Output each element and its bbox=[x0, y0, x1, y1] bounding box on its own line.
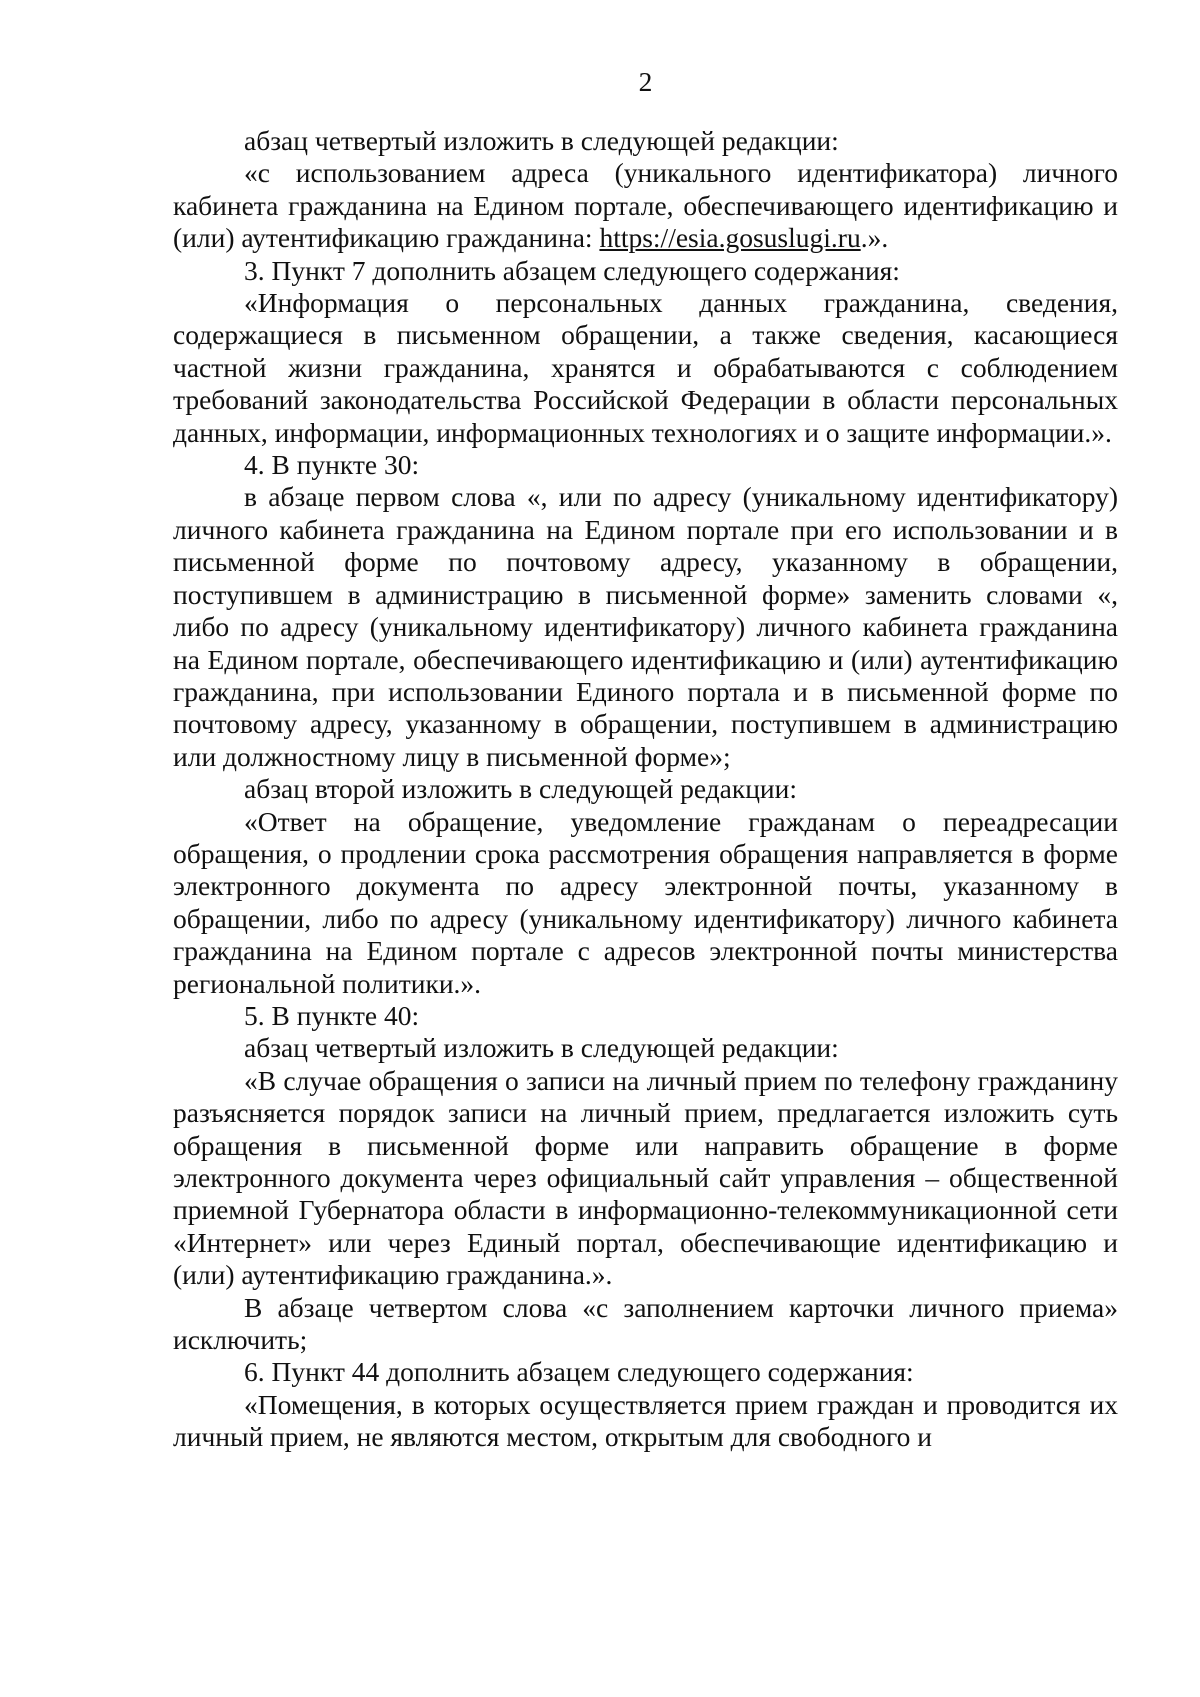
paragraph-4: «Информация о персональных данных гражданина, сведения, содержащиеся в письменном обращении, а также сведения, касающиеся частной жизни гражданина, хранятся и обрабатываются с соблюдением требований законодательства Российской Федерации в области персональных данных, информации, информационных технологиях и о защите информации.». bbox=[173, 287, 1118, 448]
page-number: 2 bbox=[638, 66, 653, 97]
paragraph-11: «В случае обращения о записи на личный прием по телефону гражданину разъясняется порядок записи на личный прием, предлагается изложить суть обращения в письменной форме или направить обращение в форме электронного документа через официальный сайт управления – общественной приемной Губернатора области в информационно-телекоммуникационной сети «Интернет» или через Единый портал, обеспечивающие идентификацию и (или) аутентификацию гражданина.». bbox=[173, 1064, 1118, 1291]
paragraph-2-suffix: .». bbox=[860, 222, 889, 254]
paragraph-14: «Помещения, в которых осуществляется прием граждан и проводится их личный прием, не являются местом, открытым для свободного и bbox=[173, 1388, 1118, 1453]
paragraph-10: абзац четвертый изложить в следующей редакции: bbox=[244, 1032, 839, 1064]
paragraph-7: абзац второй изложить в следующей редакции: bbox=[244, 773, 798, 805]
document-page bbox=[173, 66, 1118, 1454]
paragraph-13: 6. Пункт 44 дополнить абзацем следующего содержания: bbox=[244, 1356, 914, 1388]
paragraph-6: в абзаце первом слова «, или по адресу (уникальному идентификатору) личного кабинета гражданина на Едином портале при его использовании и в письменной форме по почтовому адресу, указанному в обращении, поступившем в администрацию в письменной форме» заменить словами «, либо по адресу (уникальному идентификатору) личного кабинета гражданина на Едином портале, обеспечивающего идентификацию и (или) аутентификацию гражданина, при использовании Единого портала и в письменной форме по почтовому адресу, указанному в обращении, поступившем в администрацию или должностному лицу в письменной форме»; bbox=[173, 481, 1118, 772]
paragraph-8: «Ответ на обращение, уведомление гражданам о переадресации обращения, о продлении срока рассмотрения обращения направляется в форме электронного документа по адресу электронной почты, указанному в обращении, либо по адресу (уникальному идентификатору) личного кабинета гражданина на Едином портале с адресов электронной почты министерства региональной политики.». bbox=[173, 805, 1118, 999]
paragraph-9: 5. В пункте 40: bbox=[244, 999, 420, 1031]
paragraph-3: 3. Пункт 7 дополнить абзацем следующего содержания: bbox=[244, 254, 900, 286]
paragraph-2-text: «с использованием адреса (уникального идентификатора) личного кабинета гражданина на Едином портале, обеспечивающего идентификацию и (или) аутентификацию гражданина: bbox=[173, 157, 1118, 254]
paragraph-5: 4. В пункте 30: bbox=[244, 449, 420, 481]
paragraph-12: В абзаце четвертом слова «с заполнением карточки личного приема» исключить; bbox=[173, 1291, 1118, 1356]
esia-link[interactable]: https://esia.gosuslugi.ru bbox=[599, 222, 861, 254]
paragraph-2 bbox=[173, 157, 1118, 254]
paragraph-1: абзац четвертый изложить в следующей редакции: bbox=[244, 125, 839, 156]
